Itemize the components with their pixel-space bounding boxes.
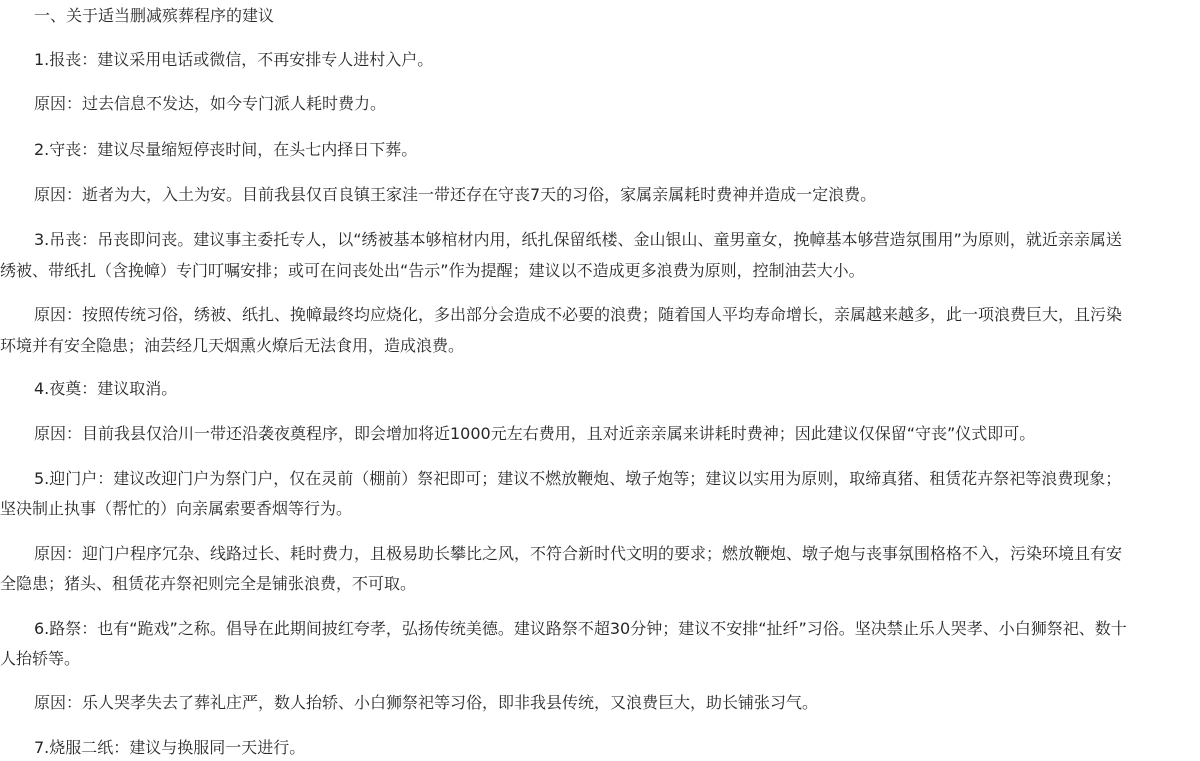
paragraph-line: 原因：过去信息不发达，如今专门派人耗时费力。 xyxy=(34,94,387,113)
paragraph-line: 原因：乐人哭孝失去了葬礼庄严，数人抬轿、小白狮祭祀等习俗，即非我县传统，又浪费巨大，助长铺张习气。 xyxy=(34,693,819,712)
paragraph-line: 4.夜奠：建议取消。 xyxy=(34,379,178,398)
paragraph-line: 原因：迎门户程序冗杂、线路过长、耗时费力，且极易助长攀比之风，不符合新时代文明的要求；燃放鞭炮、墩子炮与丧事氛围格格不入，污染环境且有安 xyxy=(34,544,1123,563)
paragraph-line: 环境并有安全隐患；油芸经几天烟熏火燎后无法食用，造成浪费。 xyxy=(0,336,465,355)
paragraph-line: 原因：目前我县仅洽川一带还沿袭夜奠程序，即会增加将近1000元左右费用，且对近亲亲属来讲耗时费神；因此建议仅保留“守丧”仪式即可。 xyxy=(34,424,1036,443)
section-heading: 一、关于适当删减殡葬程序的建议 xyxy=(34,6,275,25)
paragraph-line: 7.烧服二纸：建议与换服同一天进行。 xyxy=(34,738,306,757)
paragraph-line: 人抬轿等。 xyxy=(0,649,81,668)
paragraph-line: 原因：按照传统习俗，绣被、纸扎、挽幛最终均应烧化，多出部分会造成不必要的浪费；随着国人平均寿命增长，亲属越来越多，此一项浪费巨大，且污染 xyxy=(34,305,1123,324)
paragraph-line: 5.迎门户：建议改迎门户为祭门户，仅在灵前（棚前）祭祀即可；建议不燃放鞭炮、墩子炮等；建议以实用为原则，取缔真猪、租赁花卉祭祀等浪费现象； xyxy=(34,469,1122,488)
paragraph-line: 坚决制止执事（帮忙的）向亲属索要香烟等行为。 xyxy=(0,499,353,518)
paragraph-line: 原因：逝者为大，入土为安。目前我县仅百良镇王家洼一带还存在守丧7天的习俗，家属亲属耗时费神并造成一定浪费。 xyxy=(34,185,877,204)
paragraph-line: 6.路祭：也有“跪戏”之称。倡导在此期间披红夸孝，弘扬传统美德。建议路祭不超30分钟；建议不安排“扯纤”习俗。坚决禁止乐人哭孝、小白狮祭祀、数十 xyxy=(34,619,1127,638)
paragraph-line: 全隐患；猪头、租赁花卉祭祀则完全是铺张浪费，不可取。 xyxy=(0,574,417,593)
paragraph-line: 2.守丧：建议尽量缩短停丧时间，在头七内择日下葬。 xyxy=(34,140,418,159)
paragraph-line: 1.报丧：建议采用电话或微信，不再安排专人进村入户。 xyxy=(34,50,434,69)
paragraph-line: 3.吊丧：吊丧即问丧。建议事主委托专人，以“绣被基本够棺材内用，纸扎保留纸楼、金山银山、童男童女，挽幛基本够营造氛围用”为原则，就近亲亲属送 xyxy=(34,230,1122,249)
paragraph-line: 绣被、带纸扎（含挽幛）专门叮嘱安排；或可在问丧处出“告示”作为提醒；建议以不造成更多浪费为原则，控制油芸大小。 xyxy=(0,261,865,280)
